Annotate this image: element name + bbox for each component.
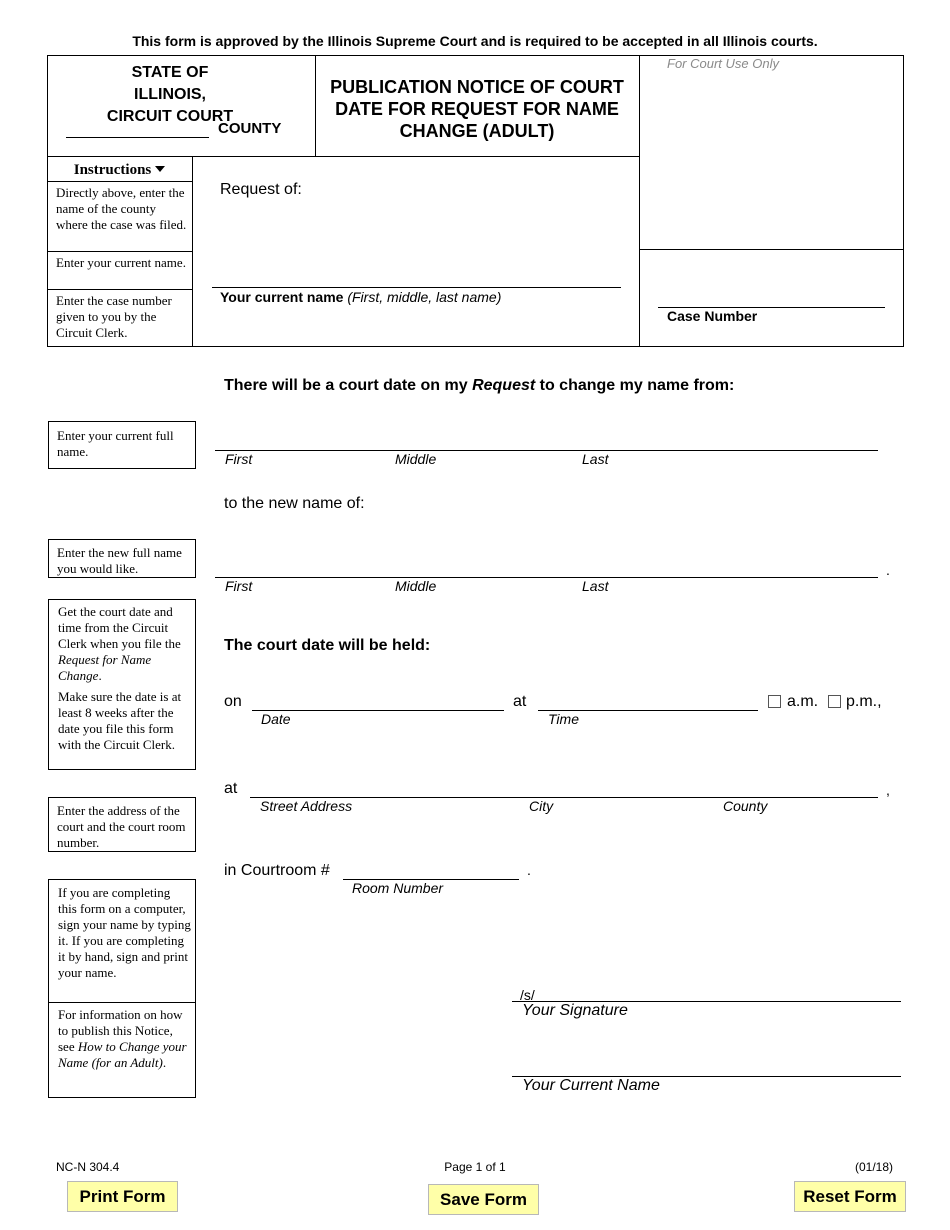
caption-divider-1 bbox=[315, 55, 316, 156]
middle-label: Middle bbox=[395, 451, 437, 467]
room-number-label: Room Number bbox=[352, 880, 444, 896]
instr-hline-3 bbox=[47, 289, 192, 290]
county-input[interactable] bbox=[66, 118, 208, 136]
first-label: First bbox=[225, 451, 253, 467]
date-label: Date bbox=[261, 711, 291, 727]
current-full-name-underline bbox=[215, 450, 878, 451]
pm-label: p.m., bbox=[846, 693, 882, 710]
room-number-input[interactable] bbox=[343, 860, 517, 878]
time-input[interactable] bbox=[538, 691, 756, 709]
instr-signature: If you are completing this form on a computer, sign your name by typing it. If you are completing it by hand, sign and print your name. bbox=[58, 885, 191, 980]
current-name-label bbox=[220, 289, 501, 305]
print-form-button[interactable]: Print Form bbox=[67, 1181, 178, 1212]
courtroom-label: in Courtroom # bbox=[224, 862, 330, 879]
form-code: NC-N 304.4 bbox=[56, 1160, 120, 1174]
triangle-down-icon bbox=[155, 166, 165, 172]
first-label-new: First bbox=[225, 578, 253, 594]
instr-publish-pre: For information on how to publish this Notice, see bbox=[58, 1007, 183, 1054]
instr-court-date-pre: Get the court date and time from the Circuit Clerk when you file the bbox=[58, 604, 181, 651]
to-new-name-label: to the new name of: bbox=[224, 495, 365, 512]
form-title: PUBLICATION NOTICE OF COURT DATE FOR REQUEST FOR NAME CHANGE (ADULT) bbox=[330, 77, 624, 141]
instr-hline-2 bbox=[47, 251, 192, 252]
am-label: a.m. bbox=[787, 693, 819, 710]
intro-text-pre: There will be a court date on my bbox=[224, 377, 473, 394]
reset-form-button[interactable]: Reset Form bbox=[794, 1181, 906, 1212]
case-number-label: Case Number bbox=[667, 308, 758, 324]
city-label: City bbox=[529, 798, 554, 814]
instr-address: Enter the address of the court and the court room number. bbox=[57, 803, 186, 850]
middle-label-new: Middle bbox=[395, 578, 437, 594]
save-form-button[interactable]: Save Form bbox=[428, 1184, 539, 1215]
state-line: STATE OF ILLINOIS, bbox=[131, 64, 209, 103]
instructions-heading-text: Instructions bbox=[73, 162, 152, 178]
address-comma: , bbox=[886, 782, 890, 798]
current-name-underline bbox=[212, 287, 621, 288]
case-number-input[interactable] bbox=[658, 288, 882, 306]
signature-prefix: /s/ bbox=[520, 987, 535, 1003]
current-full-name-input[interactable] bbox=[215, 431, 875, 449]
signature-input[interactable] bbox=[543, 982, 898, 1000]
current-name-print-label: Your Current Name bbox=[522, 1077, 660, 1094]
pm-checkbox[interactable] bbox=[828, 695, 841, 708]
instr-signature-divider bbox=[48, 1002, 196, 1003]
current-name-input[interactable] bbox=[212, 268, 618, 286]
caption-hline-1 bbox=[47, 156, 639, 157]
courtroom-period: . bbox=[527, 862, 531, 878]
printed-name-input[interactable] bbox=[512, 1057, 898, 1075]
instr-new-full-name: Enter the new full name you would like. bbox=[57, 545, 182, 576]
address-input[interactable] bbox=[250, 778, 876, 796]
intro-text-ital: Request bbox=[472, 377, 536, 394]
date-input[interactable] bbox=[252, 691, 502, 709]
current-name-label-bold: Your current name bbox=[220, 289, 344, 305]
caption-hline-2 bbox=[639, 249, 904, 250]
court-use-only-label: For Court Use Only bbox=[667, 56, 779, 71]
instr-publish bbox=[58, 1007, 192, 1071]
on-label: on bbox=[224, 693, 242, 710]
county-address-label: County bbox=[723, 798, 768, 814]
instr-court-date bbox=[58, 604, 192, 684]
request-of-label: Request of: bbox=[220, 181, 302, 198]
caption-divider-2 bbox=[639, 55, 640, 347]
current-name-label-hint: (First, middle, last name) bbox=[347, 289, 502, 305]
instr-current-name: Enter your current name. bbox=[56, 255, 186, 270]
instructions-heading bbox=[47, 162, 192, 179]
last-label: Last bbox=[582, 451, 609, 467]
instr-publish-ital: How to Change your Name (for an Adult) bbox=[58, 1039, 187, 1070]
intro-text-post: to change my name from: bbox=[535, 377, 735, 394]
street-address-label: Street Address bbox=[260, 798, 353, 814]
court-date-held-label: The court date will be held: bbox=[224, 637, 431, 654]
instr-county: Directly above, enter the name of the county where the case was filed. bbox=[56, 185, 187, 232]
court-date-intro bbox=[224, 377, 734, 395]
time-label: Time bbox=[548, 711, 579, 727]
at-label: at bbox=[513, 693, 527, 710]
page-number: Page 1 of 1 bbox=[444, 1160, 506, 1174]
instr-publish-post: . bbox=[162, 1055, 167, 1070]
instr-court-date-ital: Request for Name Change bbox=[58, 652, 152, 683]
revision-date: (01/18) bbox=[855, 1160, 894, 1174]
instr-court-date-weeks: Make sure the date is at least 8 weeks after the date you file this form with the Circuit Clerk. bbox=[58, 689, 182, 752]
new-full-name-input[interactable] bbox=[215, 558, 875, 576]
instr-current-full-name: Enter your current full name. bbox=[57, 428, 174, 459]
signature-label: Your Signature bbox=[522, 1002, 628, 1019]
new-name-period: . bbox=[886, 562, 890, 578]
caption-divider-3 bbox=[192, 156, 193, 347]
county-label: COUNTY bbox=[218, 120, 282, 137]
last-label-new: Last bbox=[582, 578, 609, 594]
new-full-name-underline bbox=[215, 577, 878, 578]
am-checkbox[interactable] bbox=[768, 695, 781, 708]
instr-hline-1 bbox=[47, 181, 192, 182]
instr-court-date-post: . bbox=[98, 668, 102, 683]
approval-notice: This form is approved by the Illinois Supreme Court and is required to be accepted in all Illinois courts. bbox=[132, 33, 818, 49]
at-address-label: at bbox=[224, 780, 238, 797]
circuit-court-line: CIRCUIT COURT bbox=[106, 108, 234, 125]
county-underline bbox=[66, 137, 209, 138]
instr-case-number: Enter the case number given to you by the Circuit Clerk. bbox=[56, 293, 172, 340]
